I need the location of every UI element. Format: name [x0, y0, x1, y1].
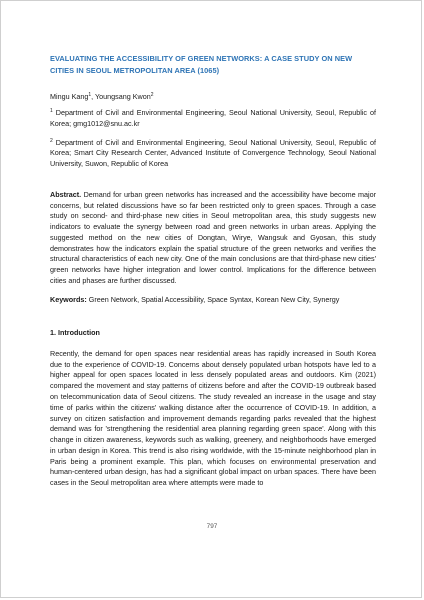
keywords-text: Green Network, Spatial Accessibility, Space Syntax, Korean New City, Synergy: [86, 295, 340, 305]
page-number: 797: [206, 523, 218, 530]
author-2-name: Youngsang Kwon: [95, 92, 151, 101]
affiliation-2-text: Department of Civil and Environmental Engineering, Seoul National University, Seoul, Republic of Korea; Smart City Research Center, Advanced Institute of Convergence Technology, Seoul National University, Suwon, Republic of Korea: [50, 137, 376, 169]
affiliation-1-text: Department of Civil and Environmental Engineering, Seoul National University, Seoul, Republic of Korea; gmg1012@snu.ac.kr: [50, 108, 376, 128]
section-heading-introduction: 1. Introduction: [50, 328, 100, 338]
author-1-affiliation-marker: 1: [88, 92, 92, 98]
page-content: [50, 53, 376, 489]
keywords-label: Keywords:: [50, 295, 87, 305]
introduction-paragraph: Recently, the demand for open spaces near residential areas has rapidly increased in South Korea due to the experience of COVID-19. Concerns about densely populated urban hotspots have led to a higher appeal for open spaces located in less densely populated areas and outdoors. Kim (2021) compared the movement and stay patterns of citizens before and after the COVID-19 outbreak based on telecommunication data of Seoul citizens. The study revealed an increase in the usage and stay time of parks within the citizens' walking distance after the occurrence of COVID-19. In addition, a survey on citizen satisfaction and improvement demands regarding parks revealed that the highest demand was for 'strengthening the residential area planning regarding green space'. Along with this change in citizen awareness, keywords such as walking, greenery, and neighborhoods have emerged in urban design in Korea. This trend is also rising worldwide, with the 15-minute neighborhood plan in Paris being a prominent example. This plan, which focuses on environmental preservation and human-centered urban design, has had a significant global impact on urban spaces. There have been cases in the Seoul metropolitan area where attempts were made to: [50, 348, 376, 488]
author-2-affiliation-marker: 2: [150, 92, 154, 98]
keywords: [50, 295, 376, 306]
abstract: [50, 190, 376, 286]
affiliation-1-marker: 1: [50, 108, 53, 114]
affiliation-1: [50, 108, 376, 130]
abstract-label: Abstract.: [50, 189, 82, 199]
affiliation-2-marker: 2: [50, 137, 53, 144]
author-separator: ,: [91, 92, 96, 101]
author-line: [50, 92, 376, 102]
paper-title: EVALUATING THE ACCESSIBILITY OF GREEN NETWORKS: A CASE STUDY ON NEW CITIES IN SEOUL METROPOLITAN AREA (1065): [50, 54, 353, 75]
affiliation-2: [50, 138, 376, 170]
abstract-text: Demand for urban green networks has increased and the accessibility have become major concerns, but related discussions have so far been restricted only to green spaces. Through a case study on second- and third-phase new cities in Seoul metropolitan area, this study suggests new indicators to evaluate the synergy between road and green networks in urban areas. Applying the suggested method on the new cities of Dongtan, Wirye, Wangsuk and Gyosan, this study demonstrates how the indicators explain the spatial structure of the green networks and verifies the structural characteristics of each new city. One of the main conclusions are that third-phase new cities' green networks have higher integration and lower control. Implications for the difference between cities and phases are further discussed.: [50, 189, 376, 285]
author-1-name: Mingu Kang: [50, 92, 89, 101]
